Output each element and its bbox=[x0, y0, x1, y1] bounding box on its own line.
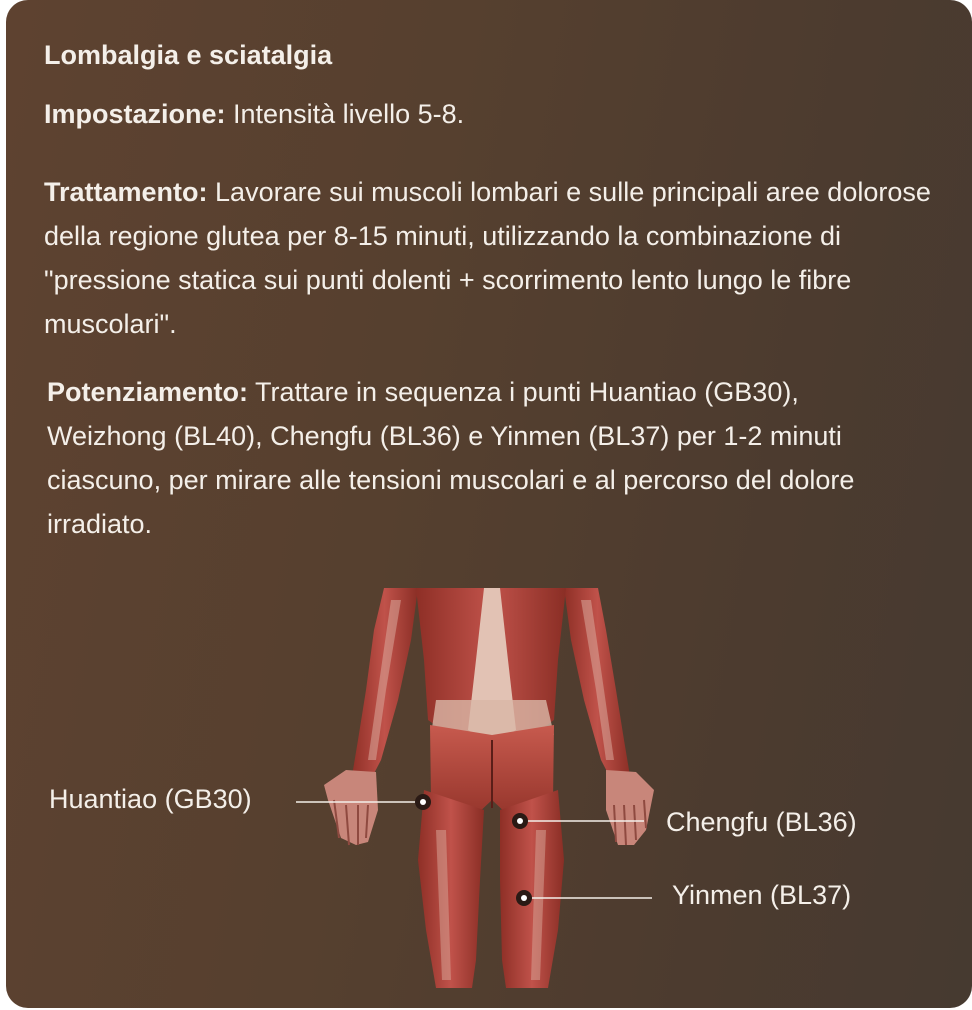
treatment-label: Trattamento: bbox=[44, 177, 208, 207]
yinmen-label: Yinmen (BL37) bbox=[672, 880, 852, 910]
huantiao-label: Huantiao (GB30) bbox=[49, 784, 252, 814]
info-card bbox=[6, 0, 972, 1008]
anatomy-illustration bbox=[6, 0, 972, 1008]
enhancement-label: Potenziamento: bbox=[47, 377, 249, 407]
treatment-text: Lavorare sui muscoli lombari e sulle principali aree dolorose della regione glutea per 8-15 minuti, utilizzando la combinazione di "pressione statica sui punti dolenti + scorrimento lento lungo le fibre muscolari". bbox=[44, 177, 931, 339]
body-figure bbox=[324, 588, 654, 988]
card-title: Lombalgia e sciatalgia bbox=[44, 40, 333, 70]
chengfu-label: Chengfu (BL36) bbox=[666, 807, 857, 837]
setting-label: Impostazione: bbox=[44, 99, 226, 129]
enhancement-text: Trattare in sequenza i punti Huantiao (GB30), Weizhong (BL40), Chengfu (BL36) e Yinmen (BL37) per 1-2 minuti ciascuno, per mirare alle tensioni muscolari e al percorso del dolore irradiato. bbox=[47, 377, 855, 539]
setting-text: Intensità livello 5-8. bbox=[225, 99, 465, 129]
